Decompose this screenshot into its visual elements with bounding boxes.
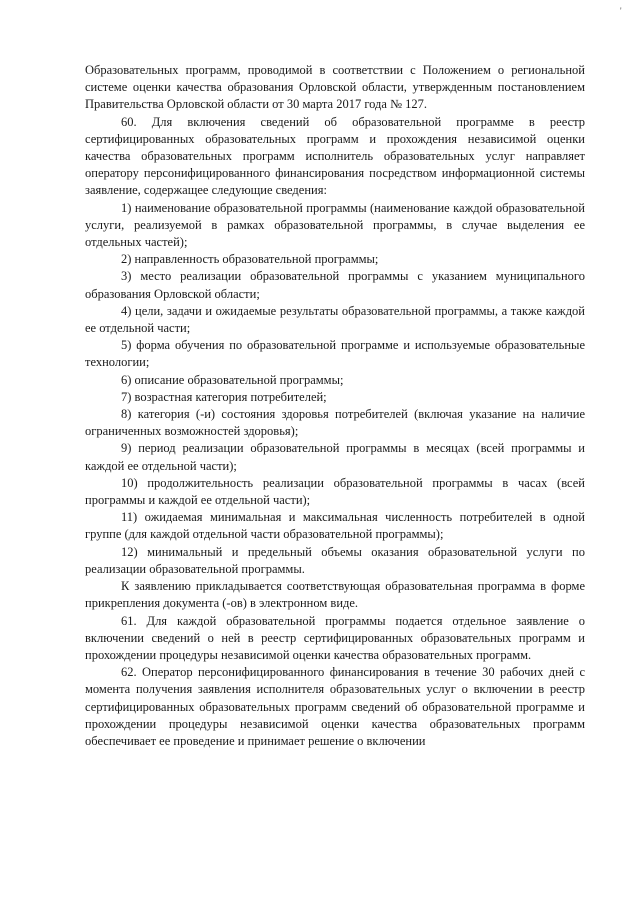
list-item: 7) возрастная категория потребителей; [121,389,327,404]
paragraph: 61. Для каждой образовательной программы подается отдельное заявление о включении сведений о ней в реестр сертифицированных образовательных программ и прохождении процедуры независимой оценки качества образовательных программ. [85,613,585,662]
paragraph: 60. Для включения сведений об образовательной программе в реестр сертифицированных образовательных программ и прохождения независимой оценки качества образовательных программ исполнитель образовательных услуг направляет оператору персонифицированного финансирования посредством информационной системы заявление, содержащее следующие сведения: [85,114,585,198]
list-item: 6) описание образовательной программы; [121,372,344,387]
paragraph: Образовательных программ, проводимой в соответствии с Положением о региональной системе оценки качества образования Орловской области, утвержденным постановлением Правительства Орловской области от 30 марта 2017 года № 127. [85,63,585,112]
paragraph: 62. Оператор персонифицированного финансирования в течение 30 рабочих дней с момента получения заявления исполнителя образовательных услуг о включении в реестр сертифицированных образовательных программ сведений об образовательной программе и прохождении процедуры независимой оценки качества образовательных программ обеспечивает ее проведение и принимает решение о включении [85,665,585,748]
list-item: 10) продолжительность реализации образовательной программы в часах (всей программы и каждой ее отдельной части); [85,475,585,508]
list-item: 4) цели, задачи и ожидаемые результаты образовательной программы, а также каждой ее отдельной части; [85,303,585,336]
list-item: 8) категория (-и) состояния здоровья потребителей (включая указание на наличие ограниченных возможностей здоровья); [85,407,585,439]
list-item: 1) наименование образовательной программы (наименование каждой образовательной услуги, реализуемой в рамках образовательной программы, в случае выделения ее отдельных частей); [85,200,585,250]
list-item: 2) направленность образовательной программы; [121,252,379,267]
list-item: 3) место реализации образовательной программы с указанием муниципального образования Орловской области; [85,269,585,301]
page-mark: ' [620,6,622,16]
list-item: 11) ожидаемая минимальная и максимальная численность потребителей в одной группе (для каждой отдельной части образовательной программы); [85,510,585,542]
document-body [85,62,585,750]
list-item: 12) минимальный и предельный объемы оказания образовательной услуги по реализации образовательной программы. [85,544,585,576]
list-item: 9) период реализации образовательной программы в месяцах (всей программы и каждой ее отдельной части); [85,441,585,473]
paragraph: К заявлению прикладывается соответствующая образовательная программа в форме прикрепления документа (-ов) в электронном виде. [85,579,585,611]
list-item: 5) форма обучения по образовательной программе и используемые образовательные технологии; [85,338,585,370]
